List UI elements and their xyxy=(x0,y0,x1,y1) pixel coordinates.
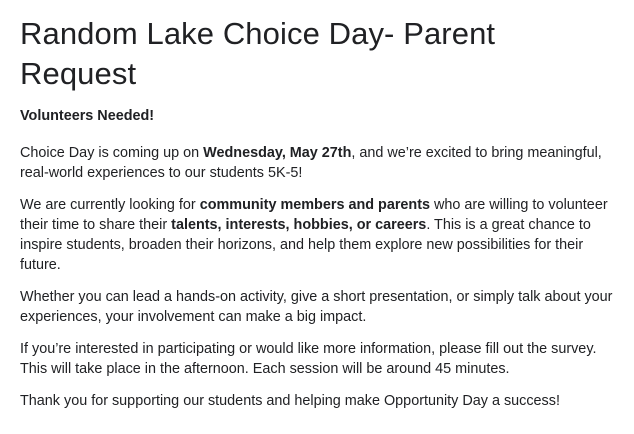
volunteers-needed-text: Volunteers Needed! xyxy=(20,108,155,124)
text-segment: We are currently looking for xyxy=(20,197,200,213)
text-segment: Choice Day is coming up on xyxy=(20,145,204,161)
description-paragraph-involvement: Whether you can lead a hands-on activity, give a short presentation, or simply talk about your experiences, your involvement can make a big impact. xyxy=(20,289,613,325)
bold-community-members: community members and parents xyxy=(199,197,431,213)
description-paragraph-survey: If you’re interested in participating or would like more information, please fill out the survey. This will take place in the afternoon. Each session will be around 45 minutes. xyxy=(20,341,597,377)
form-description xyxy=(20,106,614,411)
description-paragraph-thanks: Thank you for supporting our students and helping make Opportunity Day a success! xyxy=(20,393,560,409)
description-heading xyxy=(20,106,614,126)
text-segment: who are willing to volunteer their time to share their xyxy=(20,197,608,233)
text-segment: , and we’re excited to bring meaningful, real-world experiences to our students 5K-5! xyxy=(20,145,602,181)
description-paragraph-date xyxy=(20,143,614,183)
event-date: Wednesday, May 27th xyxy=(203,145,352,161)
form-title: Random Lake Choice Day- Parent Request xyxy=(20,16,496,91)
bold-talents: talents, interests, hobbies, or careers xyxy=(171,217,427,233)
description-paragraph-request xyxy=(20,195,614,275)
text-segment: . This is a great chance to inspire students, broaden their horizons, and help them explore new possibilities for their future. xyxy=(20,217,591,273)
